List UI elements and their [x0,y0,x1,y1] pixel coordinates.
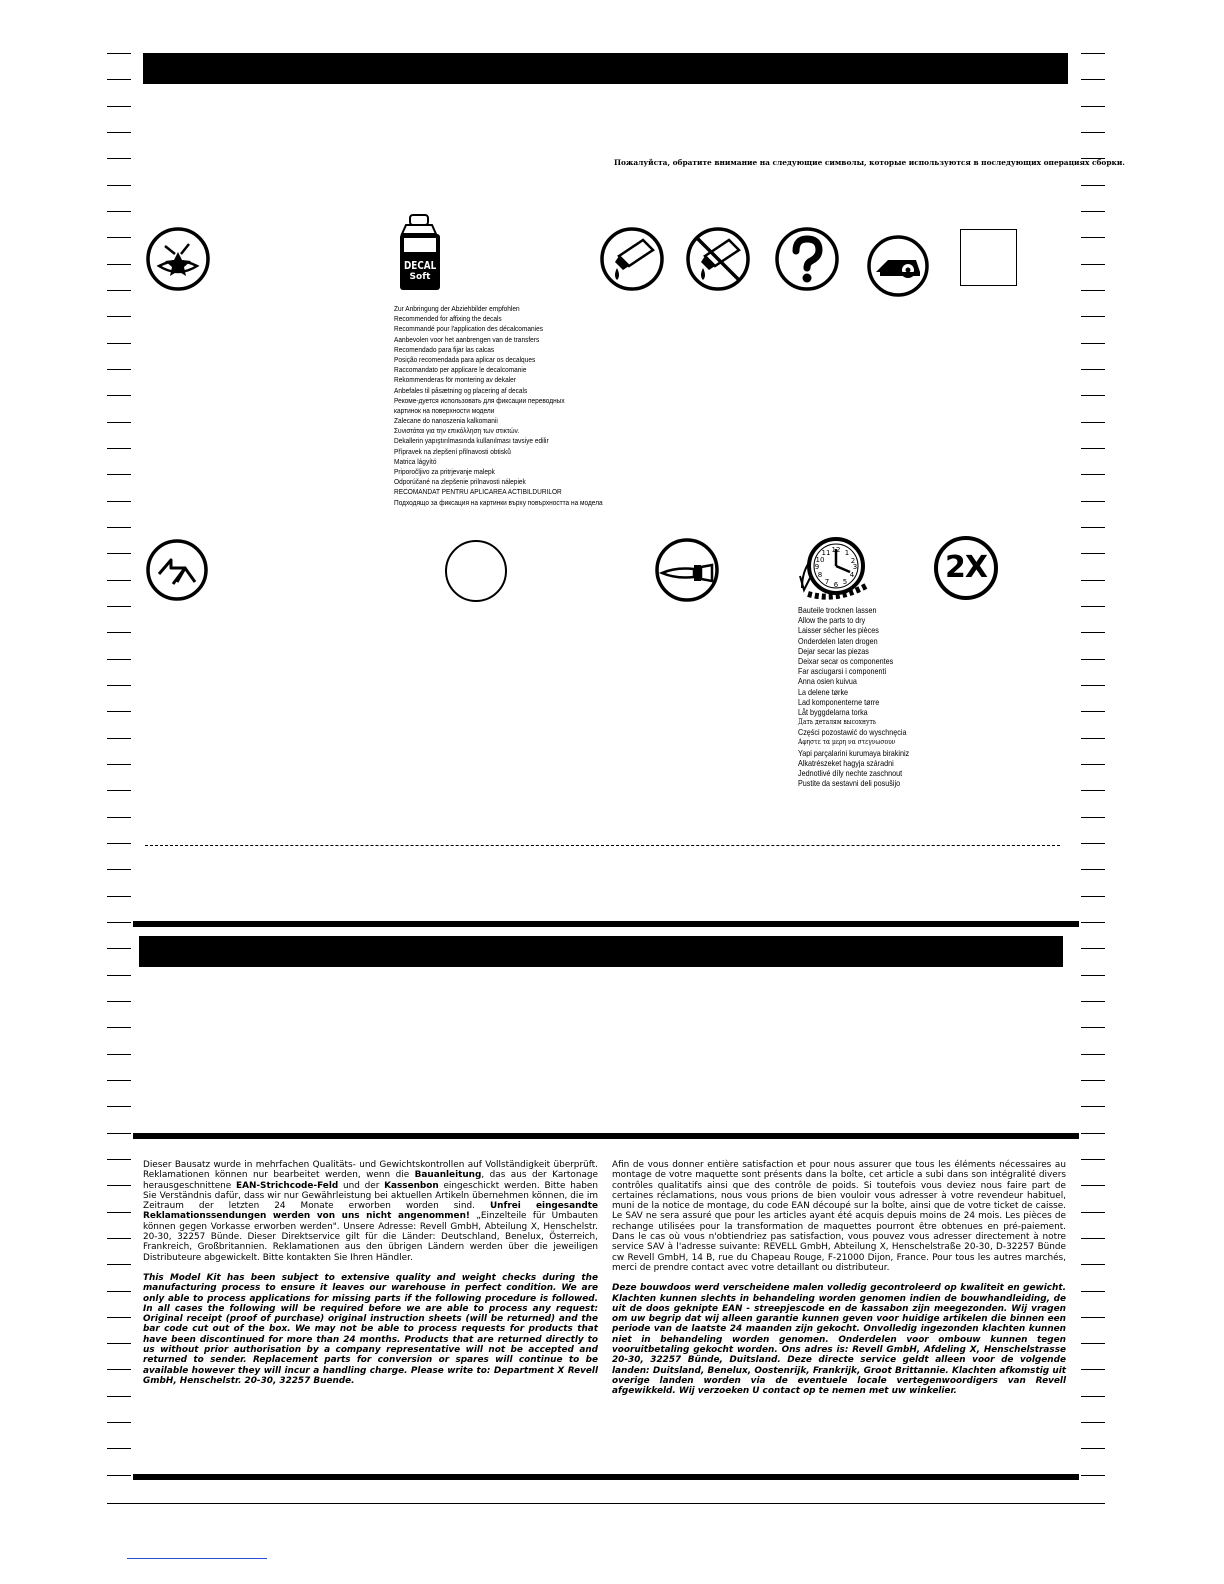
note-line: Posição recomendada para aplicar os decalques [394,354,536,364]
margin-tick [107,764,131,765]
note-line: Odporúčané na zlepšenie prilnavosti nálepiek [394,477,526,487]
margin-tick [107,185,131,186]
note-line: Рекоме-дуется использовать для фиксации переводных [394,395,565,405]
margin-tick [1081,448,1105,449]
note-line: Aanbevolen voor het aanbrengen van de transfers [394,334,540,344]
margin-tick [1081,632,1105,633]
de-s1: Dieser Bausatz wurde in mehrfachen Qualitäts- und Gewichtskontrollen auf Vollständigkeit überprüft. Reklamationen können nur bearbeitet werden, wenn die [143,1160,598,1181]
note-line: Alkatrészeket hagyja száradni [798,757,894,768]
note-line: Raccomandato per applicare le decalcomanie [394,365,527,375]
margin-tick [107,817,131,818]
note-line: Dekallerin yapıştırılmasında kullanılması tavsiye edilir [394,436,549,446]
note-line: Dejar secar las piezas [798,645,869,656]
margin-tick [1081,264,1105,265]
margin-tick [107,448,131,449]
margin-tick [1081,764,1105,765]
de-s4: eingeschickt werden. Bitte haben Sie Verständnis dafür, dass wir nur Gewährleistung bei aktuellen Artikeln übernehmen können, die im Zeitraum der letzten 24 Monate erworben worden sind. [143,1180,599,1212]
margin-tick [1081,1185,1105,1186]
margin-tick [1081,896,1105,897]
margin-tick [107,1001,131,1002]
margin-tick [107,106,131,107]
margin-tick [1081,237,1105,238]
twice-badge [933,535,999,606]
note-line: Allow the parts to dry [798,615,866,626]
margin-tick [1081,106,1105,107]
service-text-right [612,1160,1066,1397]
service-text-de [143,1160,598,1386]
svg-text:2: 2 [850,557,856,565]
note-line: Recomendado para fijar las calcas [394,344,495,354]
margin-tick [107,1212,131,1213]
margin-tick [1081,474,1105,475]
margin-tick [1081,948,1105,949]
arrow-twist-icon [145,538,209,607]
margin-tick [107,975,131,976]
margin-tick [1081,132,1105,133]
margin-tick [1081,1027,1105,1028]
rule-3 [133,1474,1079,1480]
margin-tick [1081,1133,1105,1134]
margin-tick [107,1238,131,1239]
note-line: Rekommenderas för montering av dekaler [394,375,516,385]
note-line: Αφηστε τα μερη να στεγνωσουν [798,738,896,747]
margin-tick [1081,527,1105,528]
parts-header-bar [139,936,1063,967]
decal-notes [394,304,603,508]
margin-tick [1081,1422,1105,1423]
margin-tick [1081,79,1105,80]
margin-tick [1081,711,1105,712]
note-line: Recommandé pour l'application des décalcomanies [394,324,544,334]
margin-tick [107,1185,131,1186]
margin-tick [107,1133,131,1134]
margin-tick [1081,501,1105,502]
question-icon [774,226,840,297]
margin-tick [107,1159,131,1160]
margin-tick [107,369,131,370]
note-line: Jednotlivé díly nechte zaschnout [798,768,903,778]
de-b4: Unfrei eingesandte Reklamationssendungen werden von uns nicht angenommen! [143,1201,598,1222]
note-line: Laisser sécher les pièces [798,625,879,636]
note-line: Lad komponenterne tørre [798,696,880,707]
margin-tick [1081,1264,1105,1265]
margin-tick [1081,975,1105,976]
rule-4 [107,1503,1105,1504]
margin-tick [107,685,131,686]
margin-tick [107,1448,131,1449]
margin-tick [1081,606,1105,607]
rule-2 [133,1133,1079,1139]
margin-tick [1081,316,1105,317]
margin-tick [1081,1317,1105,1318]
note-line: Onderdelen laten drogen [798,635,878,646]
margin-tick [1081,343,1105,344]
margin-tick [1081,580,1105,581]
de-s3: und der [338,1180,385,1191]
margin-tick [107,79,131,80]
note-line: Дать деталям высохнуть [798,718,877,727]
note-line: Bauteile trocknen lassen [798,605,877,615]
margin-tick [1081,685,1105,686]
note-line: Συνιστάται για την επικόλληση των στικτών. [394,426,520,436]
margin-tick [1081,869,1105,870]
margin-tick [1081,1475,1105,1476]
tape-icon [866,234,930,303]
cut-line [145,845,1060,846]
de-s5: „Einzelteile für Umbauten können gegen Vorkasse erworben werden". Unsere Adresse: Revell GmbH, Abteilung X, Henschelstr. 20-30, 32257 Bünde. Dieser Direktservice gilt für die Länder: Deutschland, Benelux, Österreich, Frankreich, Großbritannien. Reklamationen aus den übrigen Ländern werden über die jeweiligen Distributeure abgewickelt. Bitte kontakten Sie Ihren Händler. [143,1211,598,1263]
margin-tick [107,606,131,607]
note-line: Zur Anbringung der Abziehbilder empfohlen [394,304,520,313]
margin-tick [107,738,131,739]
note-line: Recommended for affixing the decals [394,314,502,324]
svg-text:1: 1 [844,549,850,557]
note-line: La delene tørke [798,686,849,697]
clock-dry-icon [796,536,872,611]
margin-tick [107,1080,131,1081]
note-line: картинок на поверхности модели [394,405,495,415]
decal-soft-can-icon [396,214,444,297]
link-underline [127,1558,267,1559]
margin-tick [1081,1369,1105,1370]
decal-can-line1: DECAL [404,259,437,272]
margin-tick [107,580,131,581]
margin-tick [1081,817,1105,818]
margin-tick [107,264,131,265]
note-line: Części pozostawić do wyschnęcia [798,727,907,738]
margin-tick [107,53,131,54]
empty-circle-icon [444,539,508,608]
top-header-bar [143,53,1068,84]
margin-tick [1081,790,1105,791]
margin-tick [107,422,131,423]
margin-tick [107,1422,131,1423]
note-line: Přípravek na zlepšení přilnavosti obtisků [394,446,511,456]
margin-tick [1081,1159,1105,1160]
symbols-hint: Пожалуйста, обратите внимание на следующие символы, которые используются в последующих операциях сборки. [614,158,1125,167]
service-text-fr: Afin de vous donner entière satisfaction et pour nous assurer que tous les éléments nécessaires au montage de votre maquette sont présents dans la boîte, cet article a subi dans son intégralité divers contrôles qualitatifs ainsi que des contrôle de poids. Si toutefois vous deviez nous faire part de certaines réclamations, nous vous prions de bien vouloir vous adresser à votre revendeur habituel, muni de la notice de montage, du code EAN découpé sur la boîte, ainsi que de votre ticket de caisse. Le SAV ne sera assuré que pour les articles ayant été acquis depuis moins de 24 mois. Les pièces de rechange utilisées pour la transformation de maquettes pourront être obtenues en pré-paiement. Dans le cas où vous n'obtiendriez pas satisfaction, vous pouvez vous adresser directement à notre service SAV à l'adresse suivante: REVELL GmbH, Abteilung X, Henschelstraße 20-30, D-32257 Bünde cw Revell GmbH, 14 B, rue du Chapeau Rouge, F-21000 Dijon, France. Pour tous les autres marchés, merci de prendre contact avec votre detaillant ou distributeur. [612,1160,1066,1273]
margin-tick [107,843,131,844]
margin-tick [107,1317,131,1318]
note-line: Zalecane do nanoszenia kalkomanii [394,416,498,426]
margin-tick [107,790,131,791]
margin-tick [1081,1343,1105,1344]
margin-tick [107,632,131,633]
margin-tick [1081,395,1105,396]
note-line: Pustite da sestavni deli posušijo [798,778,901,789]
margin-tick [107,316,131,317]
dry-notes [798,605,909,788]
margin-tick [1081,1291,1105,1292]
margin-tick [107,1291,131,1292]
margin-tick [107,474,131,475]
margin-tick [107,290,131,291]
margin-tick [107,659,131,660]
decal-can-line2: Soft [409,272,431,282]
margin-tick [107,1027,131,1028]
margin-tick [107,1343,131,1344]
margin-tick [1081,1106,1105,1107]
note-line: Låt byggdelarna torka [798,706,868,717]
margin-tick [107,553,131,554]
margin-tick [107,1264,131,1265]
margin-tick [107,922,131,923]
margin-tick [107,1396,131,1397]
margin-tick [1081,369,1105,370]
margin-tick [1081,553,1105,554]
svg-text:12: 12 [831,546,841,554]
note-line: RECOMANDAT PENTRU APLICAREA ACTIBILDURILOR [394,487,562,497]
knife-icon [654,537,720,608]
margin-tick [107,395,131,396]
de-b2: EAN-Strichcode-Feld [236,1180,339,1191]
no-glue-icon [685,226,751,297]
margin-tick [1081,290,1105,291]
svg-text:8: 8 [817,571,823,579]
note-line: Priporočljivo za pritrjevanje malepk [394,467,495,476]
margin-tick [1081,1396,1105,1397]
service-text-nl: Deze bouwdoos werd verscheidene malen volledig gecontroleerd op kwaliteit en gewicht. Klachten kunnen slechts in behandeling worden genomen indien de bouwhandleiding, de uit de doos geknipte EAN - streepjescode en de kassabon zijn meegezonden. Wij vragen om uw begrip dat wij alleen garantie kunnen geven voor huidige artikelen die binnen een periode van de laatste 24 maanden zijn gekocht. Onvolledig ingezonden klachten kunnen niet in behandeling worden genomen. Onderdelen voor ombouw kunnen tegen vooruitbetaling gekocht worden. Ons adres is: Revell GmbH, Afdeling X, Henschelstrasse 20-30, 32257 Bünde, Duitsland. Deze directe service geldt alleen voor de volgende landen: Duitsland, Benelux, Oostenrijk, Frankrijk, Groot Brittannie. Klachten afkomstig uit overige landen worden via de eventuele locale vertegenwoordigers van Revell afgewikkeld. Wij verzoeken U contact op te nemen met uw winkelier. [612,1283,1066,1397]
svg-text:11: 11 [821,549,831,557]
margin-tick [1081,422,1105,423]
service-text-en: This Model Kit has been subject to extensive quality and weight checks during the manufacturing process to ensure it leaves our warehouse in perfect condition. We are only able to process applications for missing parts if the following procedure is followed. In all cases the following will be required before we are able to process any request: Original receipt (proof of purchase) original instruction sheets (will be returned) and the bar code cut out of the box. We may not be able to process requests for products that have been discontinued for more than 24 months. Products that are returned directly to us without prior authorisation by a company representative will not be accepted and returned to sender. Replacement parts for conversion or spares will continue to be available however they will incur a handling charge. Please write to: Department X Revell GmbH, Henschelstr. 20-30, 32257 Buende. [143,1272,598,1386]
rule-1 [133,921,1079,927]
decal-can-label [400,260,440,283]
svg-text:9: 9 [814,563,820,571]
svg-text:10: 10 [815,556,825,564]
margin-tick [107,711,131,712]
margin-tick [1081,185,1105,186]
margin-tick [1081,1448,1105,1449]
margin-tick [107,1106,131,1107]
glue-tube-icon [599,226,665,297]
margin-tick [1081,922,1105,923]
margin-tick [1081,53,1105,54]
twice-badge-label: 2X [944,550,987,585]
paint-decal-icon [145,226,211,297]
svg-text:7: 7 [824,578,830,586]
margin-tick [107,869,131,870]
note-line: Anna osien kuivua [798,676,857,687]
note-line: Подходящо за фиксация на картинки върху повърхността на модела [394,497,603,507]
svg-text:5: 5 [842,578,848,586]
margin-tick [107,948,131,949]
svg-text:6: 6 [833,581,839,589]
margin-tick [1081,1001,1105,1002]
margin-tick [1081,738,1105,739]
de-b1: Bauanleitung [414,1170,482,1181]
margin-tick [107,132,131,133]
margin-tick [1081,843,1105,844]
margin-tick [107,343,131,344]
de-b3: Kassenbon [384,1180,439,1191]
margin-tick [1081,1238,1105,1239]
margin-tick [107,237,131,238]
margin-tick [107,896,131,897]
note-line: Matrica lágyító [394,456,437,466]
margin-tick [1081,1080,1105,1081]
margin-tick [107,501,131,502]
empty-square-icon [960,229,1017,286]
margin-tick [1081,211,1105,212]
margin-tick [107,1369,131,1370]
margin-tick [107,1054,131,1055]
note-line: Yapi parçalarini kurumaya birakiniz [798,747,910,758]
margin-tick [107,1475,131,1476]
margin-tick [107,527,131,528]
note-line: Anbefales til påsætning og placering af decals [394,385,528,395]
note-line: Deixar secar os componentes [798,655,894,666]
svg-text:4: 4 [849,571,855,579]
margin-tick [1081,659,1105,660]
margin-tick [1081,1212,1105,1213]
margin-tick [107,158,131,159]
margin-tick [1081,1054,1105,1055]
svg-text:3: 3 [852,563,858,571]
margin-tick [107,211,131,212]
note-line: Far asciugarsi i componenti [798,666,887,677]
de-s2: , das aus der Kartonage herausgeschnittene [143,1170,598,1191]
